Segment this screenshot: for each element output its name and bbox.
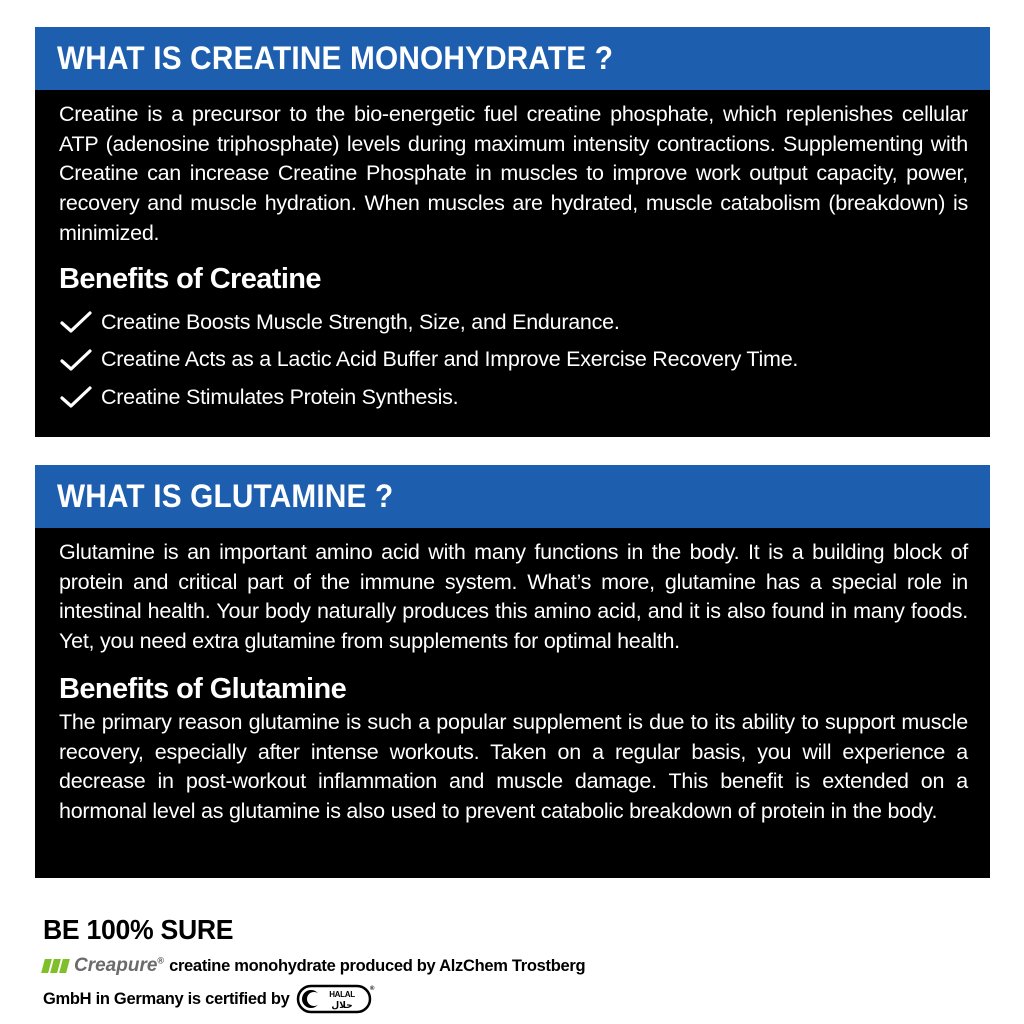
check-icon — [59, 309, 93, 335]
creatine-header — [35, 27, 990, 90]
certification-line — [43, 983, 376, 1015]
glutamine-benefits-text: The primary reason glutamine is such a popular supplement is due to its ability to support muscle recovery, especially after intense workouts. Taken on a regular basis, you will experience a decrease in post-workout inflammation and muscle damage. This benefit is extended on a hormonal level as glutamine is also used to prevent catabolic breakdown of protein in the body. — [59, 709, 968, 823]
benefit-item — [59, 379, 968, 417]
creapure-bars-icon — [43, 959, 70, 973]
footer-title: BE 100% SURE — [43, 914, 234, 945]
creapure-line — [43, 955, 585, 977]
benefit-text: Creatine Stimulates Protein Synthesis. — [101, 384, 459, 409]
glutamine-header — [35, 465, 990, 528]
creatine-benefits-list — [59, 304, 968, 417]
glutamine-benefits-heading: Benefits of Glutamine — [59, 672, 347, 705]
creatine-description: Creatine is a precursor to the bio-energetic fuel creatine phosphate, which replenishes cellular ATP (adenosine triphosphate) levels during maximum intensity contractions. Supplementing with Creatine can increase Creatine Phosphate in muscles to improve work output capacity, power, recovery and muscle hydration. When muscles are hydrated, muscle catabolism (breakdown) is minimized. — [59, 102, 968, 245]
benefit-item — [59, 341, 968, 379]
glutamine-panel — [35, 465, 990, 878]
creatine-title: WHAT IS CREATINE MONOHYDRATE ? — [57, 40, 614, 76]
glutamine-description: Glutamine is an important amino acid with many functions in the body. It is a building block of protein and critical part of the immune system. What’s more, glutamine has a special role in intestinal health. Your body naturally produces this amino acid, and it is also found in many foods. Yet, you need extra glutamine from supplements for optimal health. — [59, 540, 968, 654]
certification-text: GmbH in Germany is certified by — [43, 989, 290, 1008]
creatine-benefits-heading: Benefits of Creatine — [59, 262, 321, 295]
benefit-text: Creatine Boosts Muscle Strength, Size, and Endurance. — [101, 309, 620, 334]
benefit-item — [59, 304, 968, 342]
check-icon — [59, 384, 93, 410]
halal-label: HALAL — [328, 990, 355, 999]
creatine-panel — [35, 27, 990, 437]
glutamine-body — [35, 528, 990, 827]
creatine-body — [35, 90, 990, 416]
glutamine-title: WHAT IS GLUTAMINE ? — [57, 478, 394, 514]
check-icon — [59, 347, 93, 373]
halal-arabic: حلال — [330, 1001, 353, 1011]
svg-text:®: ® — [369, 986, 374, 992]
halal-logo — [296, 983, 376, 1015]
creapure-logo: Creapure® — [74, 955, 165, 976]
benefit-text: Creatine Acts as a Lactic Acid Buffer and Improve Exercise Recovery Time. — [101, 347, 799, 372]
creapure-line-text: creatine monohydrate produced by AlzChem Trostberg — [169, 956, 586, 975]
